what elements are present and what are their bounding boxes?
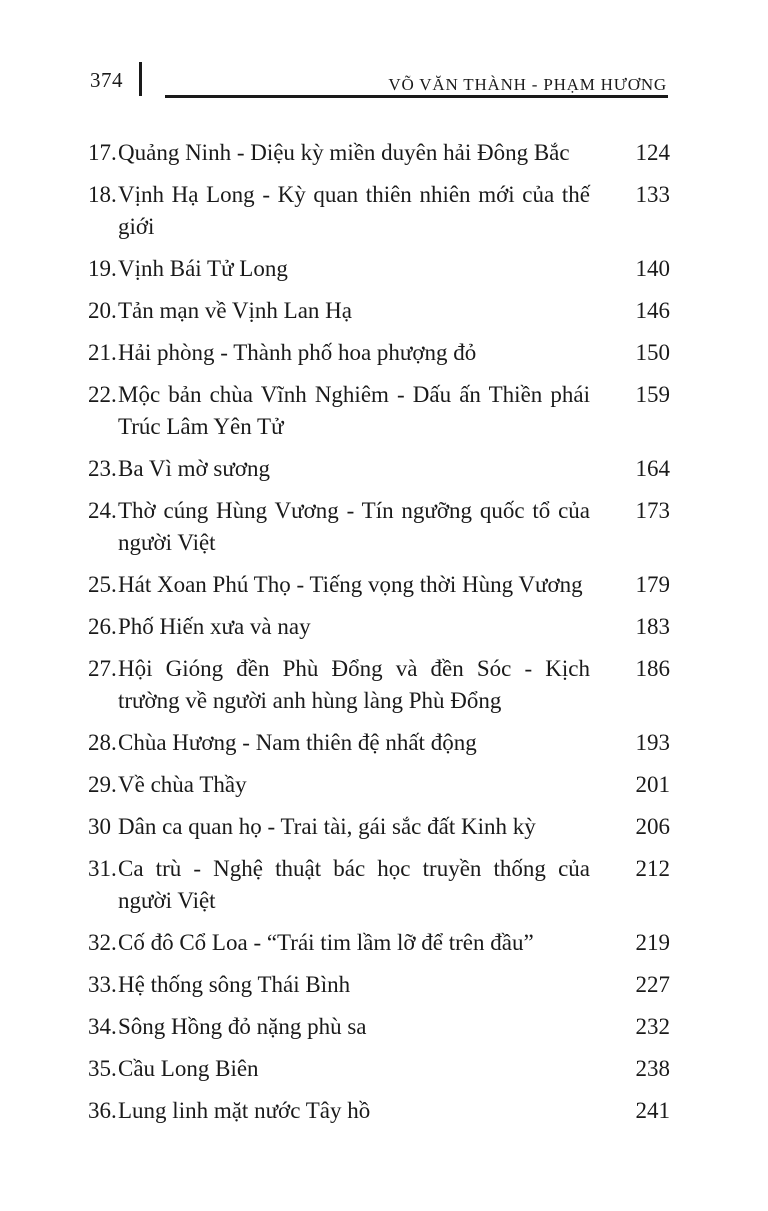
- toc-entry-number: 17.: [88, 140, 117, 165]
- page-header: [0, 0, 768, 110]
- toc-entry-page: 179: [635, 572, 670, 597]
- toc-entry-title: Mộc bản chùa Vĩnh Nghiêm - Dấu ấn Thiền phái Trúc Lâm Yên Tử: [118, 382, 590, 439]
- toc-entry-title: Về chùa Thầy: [118, 772, 247, 797]
- toc-entry-page: 124: [635, 140, 670, 165]
- toc-entry: [88, 969, 670, 1001]
- toc-entry: [88, 569, 670, 601]
- toc-entry-page: 173: [635, 498, 670, 523]
- header-rule: [165, 95, 668, 98]
- toc-entry: [88, 253, 670, 285]
- toc-entry-page: 219: [635, 930, 670, 955]
- toc-entry-page: 193: [635, 730, 670, 755]
- toc-entry-title: Vịnh Hạ Long - Kỳ quan thiên nhiên mới của thế giới: [118, 182, 590, 239]
- toc-entry-title: Hệ thống sông Thái Bình: [118, 972, 351, 997]
- toc-entry: [88, 295, 670, 327]
- toc-entry-title: Cầu Long Biên: [118, 1056, 259, 1081]
- toc-entry-title: Hội Gióng đền Phù Đổng và đền Sóc - Kịch trường về người anh hùng làng Phù Đổng: [118, 656, 590, 713]
- toc-entry-number: 27.: [88, 656, 117, 681]
- toc-entry: [88, 611, 670, 643]
- toc-entry: [88, 179, 670, 243]
- toc-entry: [88, 495, 670, 559]
- toc-entry-page: 212: [635, 856, 670, 881]
- toc-entry: [88, 769, 670, 801]
- toc-entry-page: 232: [635, 1014, 670, 1039]
- page-number: 374: [90, 68, 123, 92]
- toc-entry-title: Vịnh Bái Tử Long: [118, 256, 288, 281]
- toc-entry-number: 25.: [88, 572, 117, 597]
- toc-entry-title: Quảng Ninh - Diệu kỳ miền duyên hải Đông Bắc: [118, 140, 570, 165]
- header-divider-bar: [139, 62, 142, 96]
- toc-entry-page: 238: [635, 1056, 670, 1081]
- toc-entry-title: Ca trù - Nghệ thuật bác học truyền thống của người Việt: [118, 856, 590, 913]
- toc-entry: [88, 853, 670, 917]
- toc-entry: [88, 727, 670, 759]
- toc-entry-number: 21.: [88, 340, 117, 365]
- toc-entry: [88, 137, 670, 169]
- toc-entry-title: Sông Hồng đỏ nặng phù sa: [118, 1014, 367, 1039]
- toc-entry-page: 201: [635, 772, 670, 797]
- toc-entry: [88, 1095, 670, 1127]
- toc-entry-title: Lung linh mặt nước Tây hồ: [118, 1098, 371, 1123]
- toc-entry-number: 35.: [88, 1056, 117, 1081]
- toc-entry-title: Tản mạn về Vịnh Lan Hạ: [118, 298, 352, 323]
- toc-entry-title: Hát Xoan Phú Thọ - Tiếng vọng thời Hùng Vương: [118, 572, 583, 597]
- toc-entry-page: 146: [635, 298, 670, 323]
- toc-entry-number: 18.: [88, 182, 117, 207]
- toc-entry-page: 159: [635, 382, 670, 407]
- toc-entry-title: Ba Vì mờ sương: [118, 456, 271, 481]
- toc-entry-number: 36.: [88, 1098, 117, 1123]
- toc-entry-number: 31.: [88, 856, 117, 881]
- toc-entry-number: 30: [88, 814, 111, 839]
- toc-entry-page: 227: [635, 972, 670, 997]
- toc-entry: [88, 927, 670, 959]
- toc-entry-number: 20.: [88, 298, 117, 323]
- toc-entry-number: 34.: [88, 1014, 117, 1039]
- toc-entry: [88, 379, 670, 443]
- toc-entry-number: 29.: [88, 772, 117, 797]
- toc-entry-page: 140: [635, 256, 670, 281]
- toc-entry-title: Cố đô Cổ Loa - “Trái tim lầm lỡ để trên đầu”: [118, 930, 534, 955]
- toc-entry-page: 186: [635, 656, 670, 681]
- toc-entry-page: 241: [635, 1098, 670, 1123]
- toc-entry-page: 133: [635, 182, 670, 207]
- toc-entry: [88, 811, 670, 843]
- toc-entry-page: 206: [635, 814, 670, 839]
- toc-entry-number: 22.: [88, 382, 117, 407]
- toc-entry-page: 150: [635, 340, 670, 365]
- toc-entry-number: 23.: [88, 456, 117, 481]
- toc-entry-title: Hải phòng - Thành phố hoa phượng đỏ: [118, 340, 477, 365]
- toc-entry: [88, 1011, 670, 1043]
- toc-entry-number: 24.: [88, 498, 117, 523]
- table-of-contents: [88, 137, 670, 1137]
- toc-entry-title: Chùa Hương - Nam thiên đệ nhất động: [118, 730, 477, 755]
- toc-entry-title: Phố Hiến xưa và nay: [118, 614, 311, 639]
- toc-entry-number: 26.: [88, 614, 117, 639]
- running-title: VÕ VĂN THÀNH - PHẠM HƯƠNG: [388, 75, 667, 94]
- toc-entry-number: 32.: [88, 930, 117, 955]
- toc-entry-page: 164: [635, 456, 670, 481]
- toc-entry: [88, 453, 670, 485]
- toc-entry: [88, 1053, 670, 1085]
- toc-entry-number: 33.: [88, 972, 117, 997]
- toc-entry-title: Thờ cúng Hùng Vương - Tín ngưỡng quốc tổ của người Việt: [118, 498, 590, 555]
- toc-entry-number: 28.: [88, 730, 117, 755]
- toc-entry-title: Dân ca quan họ - Trai tài, gái sắc đất Kinh kỳ: [118, 814, 536, 839]
- toc-entry: [88, 337, 670, 369]
- toc-entry-number: 19.: [88, 256, 117, 281]
- toc-entry: [88, 653, 670, 717]
- toc-entry-page: 183: [635, 614, 670, 639]
